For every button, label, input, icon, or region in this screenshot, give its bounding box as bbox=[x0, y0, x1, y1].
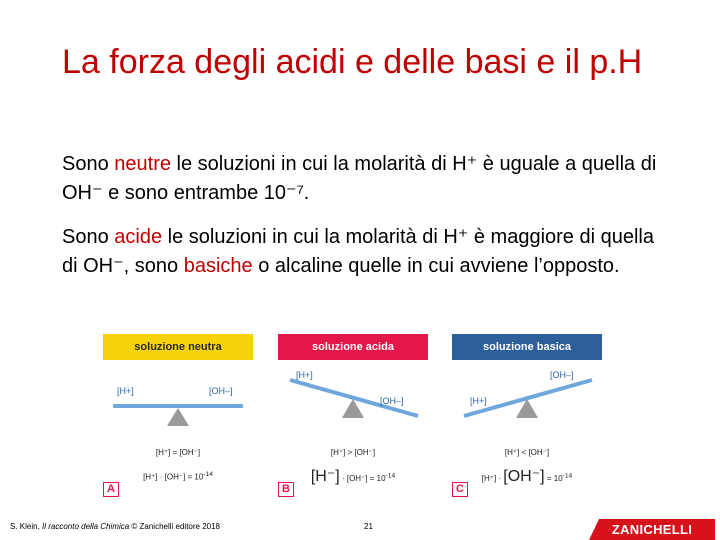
paragraph-acid-basic bbox=[62, 223, 662, 281]
label-oh: [OH–] bbox=[550, 370, 574, 380]
term-acide: acide bbox=[114, 226, 163, 248]
relation-neutral: [H⁺] = [OH⁻] bbox=[155, 448, 201, 457]
product-acid bbox=[278, 466, 428, 486]
text-segment: Sono bbox=[62, 153, 115, 175]
relation-basic: [H⁺] < [OH⁻] bbox=[504, 448, 550, 457]
panel-letter-b: B bbox=[278, 482, 294, 497]
product-emphasis: [OH⁻] bbox=[503, 468, 545, 485]
product-basic bbox=[452, 466, 602, 486]
banner-basic: soluzione basica bbox=[452, 334, 602, 360]
product-neutral bbox=[103, 471, 253, 482]
banner-acid: soluzione acida bbox=[278, 334, 428, 360]
product-exponent: -14 bbox=[562, 472, 573, 480]
text-segment: Sono bbox=[62, 226, 115, 248]
panel-letter-c: C bbox=[452, 482, 468, 497]
publisher-logo: ZANICHELLI bbox=[589, 519, 715, 540]
product-text: · [OH⁻] = 10 bbox=[339, 474, 386, 483]
product-exponent: -14 bbox=[203, 471, 213, 478]
term-basiche: basiche bbox=[183, 255, 253, 277]
figure-panel-basic bbox=[452, 334, 602, 494]
panel-letter-a: A bbox=[103, 482, 119, 497]
product-text: [H⁺] · bbox=[481, 474, 504, 483]
label-h: [H+] bbox=[117, 386, 134, 396]
text-segment: le soluzioni in cui la molarità di H⁺ è maggiore di quella di OH⁻, sono bbox=[62, 226, 654, 277]
term-neutre: neutre bbox=[114, 153, 171, 175]
paragraph-neutral bbox=[62, 150, 662, 208]
label-h: [H+] bbox=[296, 370, 313, 380]
label-oh: [OH–] bbox=[209, 386, 233, 396]
slide-title: La forza degli acidi e delle basi e il p.H bbox=[62, 43, 643, 81]
credit-publisher: © Zanichelli editore 2018 bbox=[129, 522, 221, 531]
logo-notch bbox=[589, 519, 599, 540]
product-emphasis: [H⁻] bbox=[310, 468, 340, 485]
text-segment: o alcaline quelle in cui avviene l’opposto. bbox=[252, 255, 620, 277]
text-segment: le soluzioni in cui la molarità di H⁺ è uguale a quella di OH⁻ e sono entrambe 10⁻⁷. bbox=[62, 153, 657, 204]
product-text: [H⁺] · [OH⁻] = 10 bbox=[143, 472, 204, 482]
figure-panel-neutral bbox=[103, 334, 253, 494]
page-number: 21 bbox=[364, 522, 373, 531]
product-exponent: -14 bbox=[385, 472, 396, 480]
label-oh: [OH–] bbox=[380, 396, 404, 406]
footer-credit bbox=[10, 522, 220, 531]
credit-author: S. Klein, bbox=[10, 522, 43, 531]
credit-book-title: Il racconto della Chimica bbox=[42, 522, 130, 531]
product-text: = 10 bbox=[544, 474, 563, 483]
relation-acid: [H⁺] > [OH⁻] bbox=[330, 448, 376, 457]
banner-neutral: soluzione neutra bbox=[103, 334, 253, 360]
label-h: [H+] bbox=[470, 396, 487, 406]
figure-panel-acid bbox=[278, 334, 428, 494]
